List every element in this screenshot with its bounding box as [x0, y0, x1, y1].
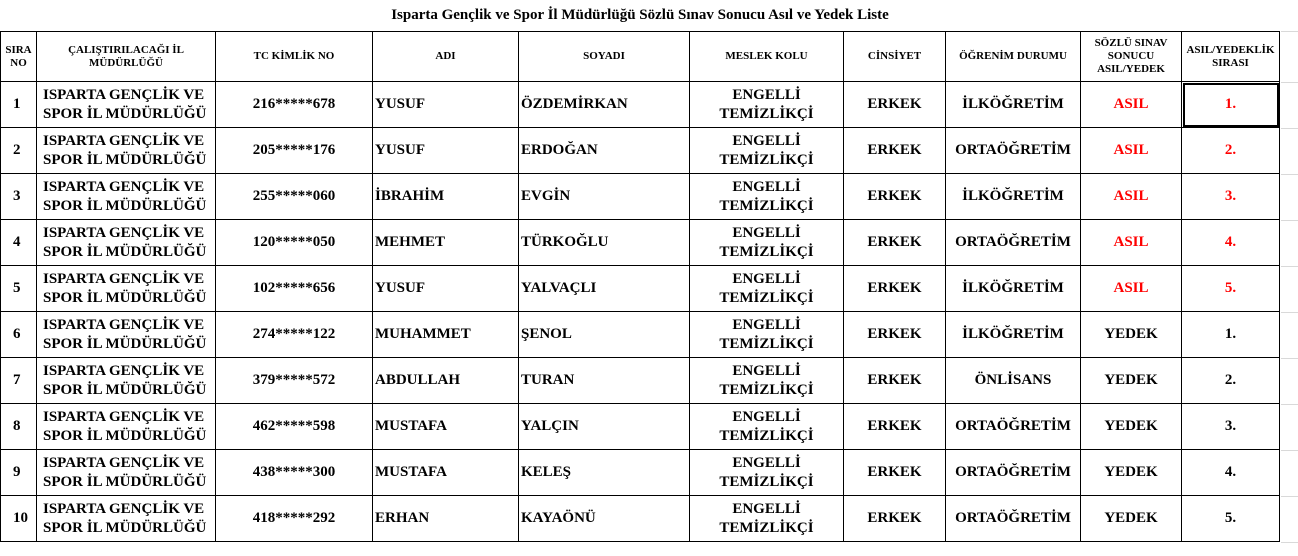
cell-cinsiyet[interactable]: ERKEK — [844, 496, 946, 542]
gridline — [1281, 128, 1298, 129]
cell-sonuc[interactable]: ASIL — [1081, 128, 1182, 174]
cell-sirasi[interactable]: 5. — [1182, 266, 1280, 312]
header-adi[interactable]: ADI — [373, 32, 519, 82]
cell-tc[interactable]: 120*****050 — [216, 220, 373, 266]
cell-cinsiyet[interactable]: ERKEK — [844, 220, 946, 266]
header-meslek[interactable]: MESLEK KOLU — [690, 32, 844, 82]
cell-sirasi[interactable]: 3. — [1182, 404, 1280, 450]
cell-meslek[interactable]: ENGELLİ TEMİZLİKÇİ — [690, 266, 844, 312]
cell-mudurluk[interactable]: ISPARTA GENÇLİK VE SPOR İL MÜDÜRLÜĞÜ — [37, 312, 216, 358]
cell-sonuc[interactable]: ASIL — [1081, 174, 1182, 220]
cell-tc[interactable]: 418*****292 — [216, 496, 373, 542]
gridline — [1281, 220, 1298, 221]
header-ogrenim[interactable]: ÖĞRENİM DURUMU — [946, 32, 1081, 82]
header-sirasi[interactable]: ASIL/YEDEKLİK SIRASI — [1182, 32, 1280, 82]
table-row — [1, 450, 1280, 496]
cell-ogrenim[interactable]: ORTAÖĞRETİM — [946, 404, 1081, 450]
header-tc[interactable]: TC KİMLİK NO — [216, 32, 373, 82]
table-row — [1, 404, 1280, 450]
cell-soyadi[interactable]: ÖZDEMİRKAN — [519, 82, 690, 128]
gridline — [1281, 312, 1298, 313]
cell-cinsiyet[interactable]: ERKEK — [844, 358, 946, 404]
cell-tc[interactable]: 462*****598 — [216, 404, 373, 450]
cell-mudurluk[interactable]: ISPARTA GENÇLİK VE SPOR İL MÜDÜRLÜĞÜ — [37, 496, 216, 542]
cell-ogrenim[interactable]: ORTAÖĞRETİM — [946, 450, 1081, 496]
cell-sirasi[interactable]: 2. — [1182, 128, 1280, 174]
table-row — [1, 82, 1280, 128]
header-mudurluk[interactable]: ÇALIŞTIRILACAĞI İL MÜDÜRLÜĞÜ — [37, 32, 216, 82]
cell-soyadi[interactable]: ŞENOL — [519, 312, 690, 358]
cell-sonuc[interactable]: YEDEK — [1081, 358, 1182, 404]
cell-adi[interactable]: MEHMET — [373, 220, 519, 266]
table-row — [1, 174, 1280, 220]
cell-mudurluk[interactable]: ISPARTA GENÇLİK VE SPOR İL MÜDÜRLÜĞÜ — [37, 450, 216, 496]
table-row — [1, 266, 1280, 312]
gridline — [1281, 404, 1298, 405]
cell-mudurluk[interactable]: ISPARTA GENÇLİK VE SPOR İL MÜDÜRLÜĞÜ — [37, 358, 216, 404]
cell-soyadi[interactable]: KELEŞ — [519, 450, 690, 496]
cell-tc[interactable]: 274*****122 — [216, 312, 373, 358]
cell-soyadi[interactable]: YALVAÇLI — [519, 266, 690, 312]
cell-adi[interactable]: MUHAMMET — [373, 312, 519, 358]
cell-sira-no[interactable]: 8 — [1, 404, 37, 450]
cell-adi[interactable]: MUSTAFA — [373, 450, 519, 496]
cell-ogrenim[interactable]: İLKÖĞRETİM — [946, 82, 1081, 128]
cell-mudurluk[interactable]: ISPARTA GENÇLİK VE SPOR İL MÜDÜRLÜĞÜ — [37, 220, 216, 266]
cell-sonuc[interactable]: YEDEK — [1081, 450, 1182, 496]
gridline — [1281, 542, 1298, 543]
cell-ogrenim[interactable]: ORTAÖĞRETİM — [946, 128, 1081, 174]
table-row — [1, 312, 1280, 358]
cell-sira-no[interactable]: 5 — [1, 266, 37, 312]
cell-adi[interactable]: ERHAN — [373, 496, 519, 542]
cell-sira-no[interactable]: 10 — [1, 496, 37, 542]
cell-adi[interactable]: ABDULLAH — [373, 358, 519, 404]
gridline — [1281, 174, 1298, 175]
cell-sonuc[interactable]: YEDEK — [1081, 404, 1182, 450]
cell-sira-no[interactable]: 1 — [1, 82, 37, 128]
cell-ogrenim[interactable]: ORTAÖĞRETİM — [946, 496, 1081, 542]
cell-soyadi[interactable]: TURAN — [519, 358, 690, 404]
cell-ogrenim[interactable]: İLKÖĞRETİM — [946, 312, 1081, 358]
gridline — [1281, 496, 1298, 497]
header-row — [1, 32, 1280, 82]
header-cinsiyet[interactable]: CİNSİYET — [844, 32, 946, 82]
cell-meslek[interactable]: ENGELLİ TEMİZLİKÇİ — [690, 128, 844, 174]
cell-cinsiyet[interactable]: ERKEK — [844, 82, 946, 128]
gridline — [1281, 266, 1298, 267]
cell-mudurluk[interactable]: ISPARTA GENÇLİK VE SPOR İL MÜDÜRLÜĞÜ — [37, 128, 216, 174]
cell-meslek[interactable]: ENGELLİ TEMİZLİKÇİ — [690, 404, 844, 450]
cell-cinsiyet[interactable]: ERKEK — [844, 128, 946, 174]
cell-sirasi[interactable]: 4. — [1182, 220, 1280, 266]
cell-sira-no[interactable]: 7 — [1, 358, 37, 404]
cell-ogrenim[interactable]: İLKÖĞRETİM — [946, 266, 1081, 312]
cell-tc[interactable]: 205*****176 — [216, 128, 373, 174]
cell-sonuc[interactable]: ASIL — [1081, 82, 1182, 128]
cell-sira-no[interactable]: 3 — [1, 174, 37, 220]
cell-mudurluk[interactable]: ISPARTA GENÇLİK VE SPOR İL MÜDÜRLÜĞÜ — [37, 174, 216, 220]
cell-meslek[interactable]: ENGELLİ TEMİZLİKÇİ — [690, 174, 844, 220]
cell-meslek[interactable]: ENGELLİ TEMİZLİKÇİ — [690, 312, 844, 358]
cell-mudurluk[interactable]: ISPARTA GENÇLİK VE SPOR İL MÜDÜRLÜĞÜ — [37, 82, 216, 128]
cell-adi[interactable]: MUSTAFA — [373, 404, 519, 450]
cell-adi[interactable]: YUSUF — [373, 82, 519, 128]
cell-sonuc[interactable]: YEDEK — [1081, 496, 1182, 542]
table-row — [1, 496, 1280, 542]
cell-sirasi[interactable]: 3. — [1182, 174, 1280, 220]
cell-ogrenim[interactable]: ORTAÖĞRETİM — [946, 220, 1081, 266]
cell-sonuc[interactable]: YEDEK — [1081, 312, 1182, 358]
cell-sira-no[interactable]: 2 — [1, 128, 37, 174]
cell-soyadi[interactable]: ERDOĞAN — [519, 128, 690, 174]
cell-cinsiyet[interactable]: ERKEK — [844, 266, 946, 312]
gridline — [1281, 450, 1298, 451]
cell-tc[interactable]: 216*****678 — [216, 82, 373, 128]
cell-sirasi[interactable]: 2. — [1182, 358, 1280, 404]
cell-soyadi[interactable]: EVGİN — [519, 174, 690, 220]
cell-sira-no[interactable]: 6 — [1, 312, 37, 358]
cell-sira-no[interactable]: 4 — [1, 220, 37, 266]
page-title[interactable]: Isparta Gençlik ve Spor İl Müdürlüğü Sözlü Sınav Sonucu Asıl ve Yedek Liste — [1, 0, 1280, 32]
empty-column — [1281, 0, 1298, 556]
cell-cinsiyet[interactable]: ERKEK — [844, 404, 946, 450]
cell-soyadi[interactable]: KAYAÖNÜ — [519, 496, 690, 542]
cell-sirasi[interactable]: 5. — [1182, 496, 1280, 542]
cell-cinsiyet[interactable]: ERKEK — [844, 312, 946, 358]
cell-mudurluk[interactable]: ISPARTA GENÇLİK VE SPOR İL MÜDÜRLÜĞÜ — [37, 404, 216, 450]
cell-sira-no[interactable]: 9 — [1, 450, 37, 496]
cell-cinsiyet[interactable]: ERKEK — [844, 450, 946, 496]
cell-adi[interactable]: YUSUF — [373, 266, 519, 312]
table-row — [1, 128, 1280, 174]
cell-adi[interactable]: YUSUF — [373, 128, 519, 174]
cell-tc[interactable]: 438*****300 — [216, 450, 373, 496]
header-soyadi[interactable]: SOYADI — [519, 32, 690, 82]
gridline — [1281, 31, 1298, 32]
cell-ogrenim[interactable]: İLKÖĞRETİM — [946, 174, 1081, 220]
cell-tc[interactable]: 102*****656 — [216, 266, 373, 312]
table-body — [1, 82, 1280, 542]
cell-meslek[interactable]: ENGELLİ TEMİZLİKÇİ — [690, 450, 844, 496]
cell-tc[interactable]: 255*****060 — [216, 174, 373, 220]
cell-sonuc[interactable]: ASIL — [1081, 266, 1182, 312]
cell-cinsiyet[interactable]: ERKEK — [844, 174, 946, 220]
cell-meslek[interactable]: ENGELLİ TEMİZLİKÇİ — [690, 82, 844, 128]
cell-ogrenim[interactable]: ÖNLİSANS — [946, 358, 1081, 404]
gridline — [1281, 82, 1298, 83]
gridline — [1281, 358, 1298, 359]
cell-meslek[interactable]: ENGELLİ TEMİZLİKÇİ — [690, 358, 844, 404]
cell-sirasi[interactable]: 1. — [1182, 82, 1280, 128]
header-sonuc[interactable]: SÖZLÜ SINAV SONUCU ASIL/YEDEK — [1081, 32, 1182, 82]
cell-meslek[interactable]: ENGELLİ TEMİZLİKÇİ — [690, 496, 844, 542]
cell-tc[interactable]: 379*****572 — [216, 358, 373, 404]
cell-soyadi[interactable]: YALÇIN — [519, 404, 690, 450]
table-row — [1, 358, 1280, 404]
cell-meslek[interactable]: ENGELLİ TEMİZLİKÇİ — [690, 220, 844, 266]
cell-sonuc[interactable]: ASIL — [1081, 220, 1182, 266]
cell-soyadi[interactable]: TÜRKOĞLU — [519, 220, 690, 266]
cell-sirasi[interactable]: 1. — [1182, 312, 1280, 358]
cell-mudurluk[interactable]: ISPARTA GENÇLİK VE SPOR İL MÜDÜRLÜĞÜ — [37, 266, 216, 312]
cell-sirasi[interactable]: 4. — [1182, 450, 1280, 496]
cell-adi[interactable]: İBRAHİM — [373, 174, 519, 220]
header-sira-no[interactable]: SIRA NO — [1, 32, 37, 82]
table-row — [1, 220, 1280, 266]
